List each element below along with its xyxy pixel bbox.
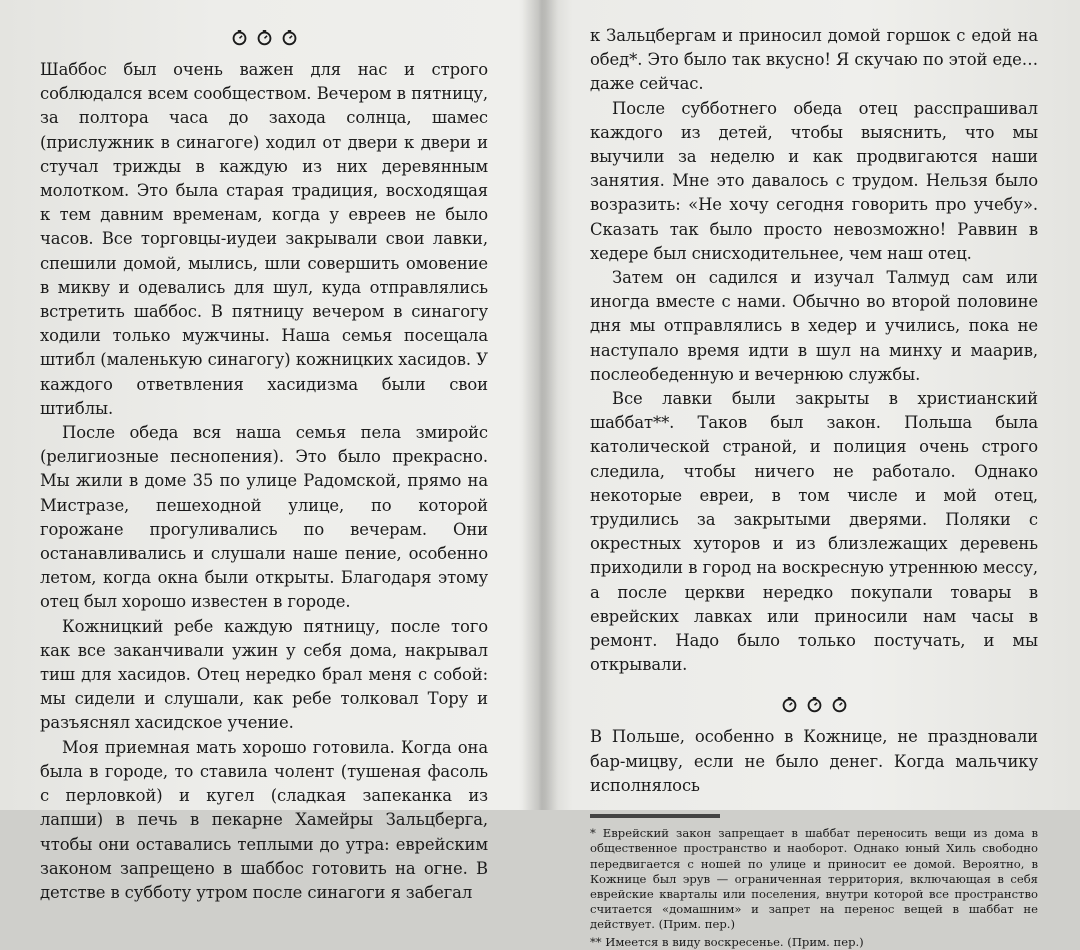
left-page (40, 0, 488, 902)
right-page-text-continued (590, 725, 1038, 798)
footnote-divider (590, 814, 720, 818)
footnote: * Еврейский закон запрещает в шаббат переносить вещи из дома в общественное пространство и наоборот. Однако юный Хиль свободно передвигается с ношей по улице и приносит ее домой. Вероятно, в Кожнице был эрув — ограниченная территория, включающая в себя еврейские кварталы или поселения, внутри которой все пространство считается «домашним» и запрет на перенос вещей в шаббат не действует. (Прим. пер.) (590, 826, 1038, 932)
paragraph: Все лавки были закрыты в христианский шаббат**. Таков был закон. Польша была католической страной, и полиция очень строго следила, чтобы ничего не работало. Однако некоторые евреи, в том числе и мой отец, трудились за закрытыми дверями. Поляки с окрестных хуторов и из близлежащих деревень приходили в город на воскресную утреннюю мессу, а после церкви нередко покупали товары в еврейских лавках или приносили нам часы в ремонт. Надо было только постучать, и мы открывали. (590, 389, 1038, 675)
clock-icon (256, 29, 273, 50)
footnote: ** Имеется в виду воскресенье. (Прим. пер.) (590, 934, 864, 949)
clock-icon (231, 29, 248, 50)
clock-icon (281, 29, 298, 50)
right-page (590, 0, 1038, 949)
clock-icon (831, 696, 848, 717)
paragraph: После субботнего обеда отец расспрашивал каждого из детей, чтобы выяснить, что мы выучили за неделю и как продвигаются наши занятия. Мне это давалось с трудом. Нельзя было возразить: «Не хочу сегодня говорить про учебу». Сказать так было просто невозможно! Раввин в хедере был снисходительнее, чем наш отец. (590, 98, 1038, 263)
paragraph: Кожницкий ребе каждую пятницу, после того как все заканчивали ужин у себя дома, накрывал тиш для хасидов. Отец нередко брал меня с собой: мы сидели и слушали, как ребе толковал Тору и разъяснял хасидское учение. (40, 616, 488, 733)
footnotes (590, 826, 1038, 950)
section-ornament (40, 28, 488, 50)
paragraph: Моя приемная мать хорошо готовила. Когда она была в городе, то ставила чолент (тушеная фасоль с перловкой) и кугел (сладкая запеканка из лапши) в печь в пекарне Хамейры Зальцберга, чтобы они оставались теплыми до утра: еврейским законом запрещено в шаббос готовить на огне. В детстве в субботу утром после синагоги я забегал (40, 737, 488, 902)
clock-icon (806, 696, 823, 717)
paragraph: к Зальцбергам и приносил домой горшок с едой на обед*. Это было так вкусно! Я скучаю по этой еде… даже сейчас. (590, 26, 1038, 94)
book-gutter (522, 0, 558, 810)
section-ornament (590, 695, 1038, 717)
paragraph: Затем он садился и изучал Талмуд сам или иногда вместе с нами. Обычно во второй половине дня мы отправлялись в хедер и учились, пока не наступало время идти в шул на минху и маарив, послеобеденную и вечернюю службы. (590, 268, 1038, 384)
paragraph: После обеда вся наша семья пела змиройс (религиозные песнопения). Это было прекрасно. Мы жили в доме 35 по улице Радомской, прямо на Мистразе, пешеходной улице, по которой горожане прогуливались по вечерам. Они останавливались и слушали наше пение, особенно летом, когда окна были открыты. Благодаря этому отец был хорошо известен в городе. (40, 423, 488, 612)
right-page-text (590, 24, 1038, 677)
clock-icon (781, 696, 798, 717)
paragraph: В Польше, особенно в Кожнице, не праздновали бар-мицву, если не было денег. Когда мальчику исполнялось (590, 727, 1038, 795)
paragraph: Шаббос был очень важен для нас и строго соблюдался всем сообществом. Вечером в пятницу, за полтора часа до захода солнца, шамес (прислужник в синагоге) ходил от двери к двери и стучал трижды в каждую из них деревянным молотком. Это была старая традиция, восходящая к тем давним временам, когда у евреев не было часов. Все торговцы-иудеи закрывали свои лавки, спешили домой, мылись, шли совершить омовение в микву и одевались для шул, куда отправлялись встретить шаббос. В пятницу вечером в синагогу ходили только мужчины. Наша семья посещала штибл (маленькую синагогу) кожницких хасидов. У каждого ответвления хасидизма были свои штиблы. (40, 60, 488, 418)
left-page-text (40, 58, 488, 905)
